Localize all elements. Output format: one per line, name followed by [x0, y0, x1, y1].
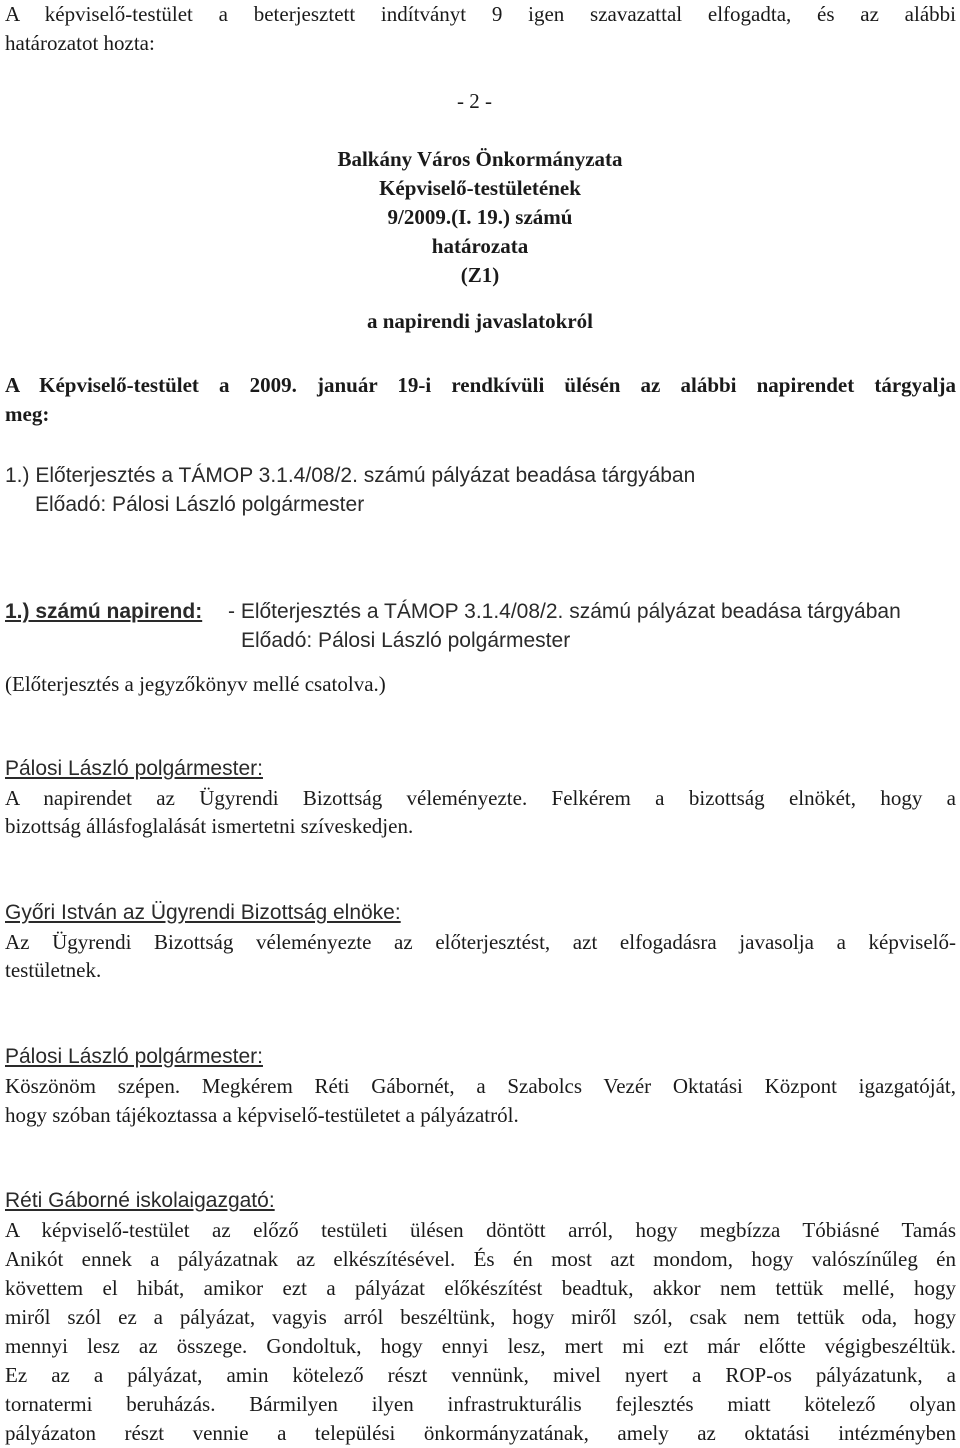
decision-line-2: meg: [5, 402, 50, 426]
attachment-note: (Előterjesztés a jegyzőkönyv mellé csatolva.) [5, 672, 386, 696]
resolution-number: 9/2009.(I. 19.) számú [387, 205, 573, 229]
speaker-label: Pálosi László polgármester: [5, 757, 263, 780]
speech-line: Az Ügyrendi Bizottság véleményezte az előterjesztést, azt elfogadásra javasolja a képviselő- [5, 930, 956, 954]
agenda-presenter: Előadó: Pálosi László polgármester [35, 493, 365, 516]
resolution-subject: a napirendi javaslatokról [367, 309, 593, 333]
speech-line: Anikót ennek a pályázatnak az elkészítésével. És én most azt mondom, hogy valószínűleg én [5, 1247, 956, 1271]
resolution-title-line-2: Képviselő-testületének [379, 176, 581, 200]
intro-line-1: A képviselő-testület a beterjesztett indítványt 9 igen szavazattal elfogadta, és az alábbi [5, 2, 956, 26]
speech-line: hogy szóban tájékoztassa a képviselő-testületet a pályázatról. [5, 1103, 519, 1127]
resolution-code: (Z1) [460, 263, 500, 287]
speaker-label: Pálosi László polgármester: [5, 1045, 263, 1068]
speech-line: A napirendet az Ügyrendi Bizottság véleményezte. Felkérem a bizottság elnökét, hogy a [5, 786, 956, 810]
page-number: - 2 - [457, 89, 492, 113]
speech-line: Ez az a pályázat, amin kötelező részt vennünk, mivel nyert a ROP-os pályázatunk, a [5, 1363, 956, 1387]
agenda-item-presenter: Előadó: Pálosi László polgármester [241, 629, 571, 652]
speech-line: miről szól ez a pályázat, vagyis arról beszéltünk, hogy miről szól, csak nem tettük oda, hogy [5, 1305, 956, 1329]
speaker-label: Réti Gáborné iskolaigazgató: [5, 1189, 275, 1212]
speech-line: követtem el hibát, amikor ezt a pályázat előkészítést beadtuk, akkor nem tettük mellé, hogy [5, 1276, 956, 1300]
resolution-title-line-4: határozata [431, 234, 529, 258]
resolution-title-line-1: Balkány Város Önkormányzata [337, 147, 623, 171]
speech-line: Köszönöm szépen. Megkérem Réti Gábornét, a Szabolcs Vezér Oktatási Központ igazgatóját, [5, 1074, 956, 1098]
speech-line: bizottság állásfoglalását ismertetni szíveskedjen. [5, 814, 414, 838]
speech-line: pályázaton részt vennie a települési önkormányzatának, amely az oktatási intézményben [5, 1421, 956, 1445]
agenda-item-title: - Előterjesztés a TÁMOP 3.1.4/08/2. számú pályázat beadása tárgyában [228, 600, 901, 623]
agenda-item-heading: 1.) számú napirend: [5, 600, 203, 623]
agenda-item: 1.) Előterjesztés a TÁMOP 3.1.4/08/2. számú pályázat beadása tárgyában [5, 464, 696, 487]
decision-line-1: A Képviselő-testület a 2009. január 19-i rendkívüli ülésén az alábbi napirendet tárgyalja [5, 373, 956, 397]
intro-line-2: határozatot hozta: [5, 31, 155, 55]
speech-line: A képviselő-testület az előző testületi ülésen döntött arról, hogy megbízza Tóbiásné Tamás [5, 1218, 956, 1242]
speaker-label: Győri István az Ügyrendi Bizottság elnöke: [5, 901, 401, 924]
speech-line: mennyi lesz az összege. Gondoltuk, hogy ennyi lesz, mert mi ezt már előtte végigbeszéltük. [5, 1334, 956, 1358]
speech-line: tornatermi beruházás. Bármilyen ilyen infrastrukturális fejlesztés miatt kötelező olyan [5, 1392, 956, 1416]
speech-line: testületnek. [5, 958, 102, 982]
